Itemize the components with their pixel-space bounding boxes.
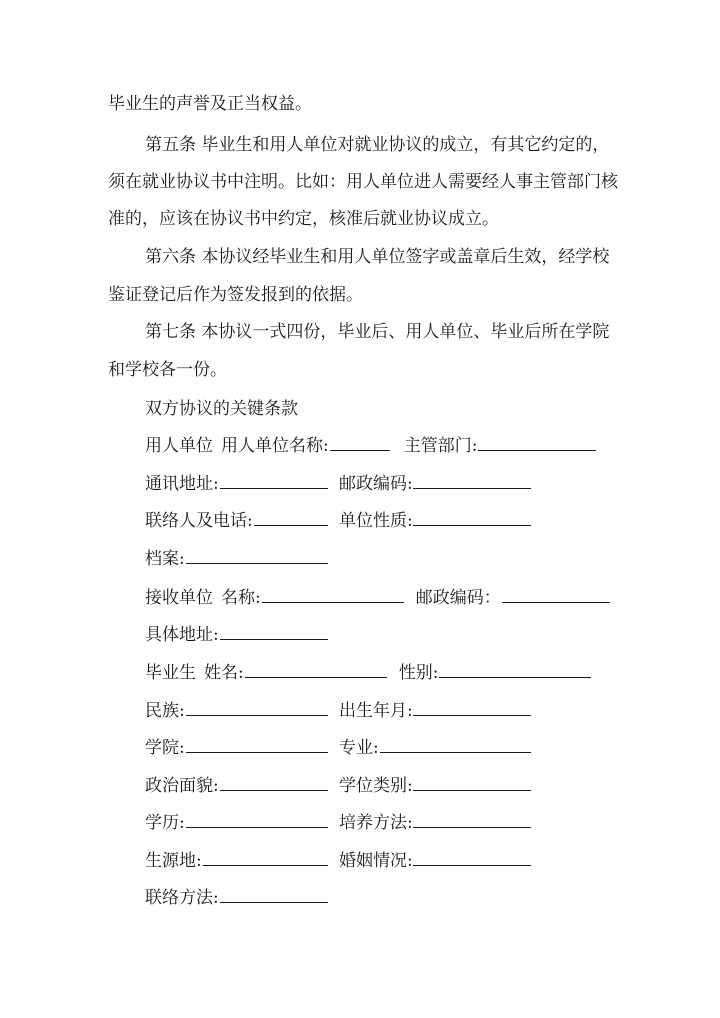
training-method-field[interactable] <box>413 811 531 828</box>
receiver-heading: 接收单位 <box>145 588 213 608</box>
address-label: 通讯地址: <box>145 474 219 494</box>
education-field[interactable] <box>186 811 328 828</box>
receiver-name-label: 名称: <box>221 588 261 608</box>
employer-name-field[interactable] <box>330 434 390 451</box>
department-field[interactable] <box>478 434 596 451</box>
unit-type-field[interactable] <box>413 509 531 526</box>
employer-row-3 <box>145 509 650 533</box>
graduate-row-4 <box>145 774 650 798</box>
employer-name-label: 用人单位名称: <box>221 436 329 456</box>
training-method-label: 培养方法: <box>339 813 413 833</box>
archive-label: 档案: <box>145 549 185 569</box>
receiver-postcode-field[interactable] <box>502 586 610 603</box>
address-field[interactable] <box>220 472 328 489</box>
graduate-row-3 <box>145 736 650 760</box>
ethnicity-label: 民族: <box>145 701 185 721</box>
origin-label: 生源地: <box>145 851 202 871</box>
contact-phone-field[interactable] <box>254 509 328 526</box>
college-label: 学院: <box>145 738 185 758</box>
graduate-row-1 <box>145 661 650 685</box>
political-status-field[interactable] <box>220 774 328 791</box>
specific-address-field[interactable] <box>220 623 328 640</box>
gender-label: 性别: <box>398 663 439 683</box>
department-label: 主管部门: <box>403 436 478 456</box>
receiver-row-1 <box>145 586 650 610</box>
origin-field[interactable] <box>203 849 328 866</box>
graduate-row-6 <box>145 849 650 873</box>
employer-row-1 <box>145 434 650 458</box>
contact-method-label: 联络方法: <box>145 888 219 908</box>
ethnicity-field[interactable] <box>186 699 328 716</box>
college-field[interactable] <box>186 736 328 753</box>
paragraph-line: 和学校各一份。 <box>108 360 227 380</box>
paragraph-line: 须在就业协议书中注明。比如：用人单位进人需要经人事主管部门核 <box>108 172 618 192</box>
archive-field[interactable] <box>186 547 328 564</box>
graduate-row-7 <box>145 886 650 910</box>
birth-date-label: 出生年月: <box>339 701 413 721</box>
unit-type-label: 单位性质: <box>339 511 413 531</box>
contact-phone-label: 联络人及电话: <box>145 511 253 531</box>
major-label: 专业: <box>339 738 379 758</box>
marital-status-label: 婚姻情况: <box>339 851 413 871</box>
marital-status-field[interactable] <box>413 849 531 866</box>
graduate-name-label: 姓名: <box>204 663 244 683</box>
receiver-row-2 <box>145 623 650 647</box>
paragraph-line: 鉴证登记后作为签发报到的依据。 <box>108 285 363 305</box>
receiver-postcode-label: 邮政编码： <box>415 588 501 608</box>
article-7-line: 第七条 本协议一式四份，毕业后、用人单位、毕业后所在学院 <box>145 322 610 342</box>
birth-date-field[interactable] <box>413 699 531 716</box>
postcode-label: 邮政编码: <box>339 474 413 494</box>
employer-row-2 <box>145 472 650 496</box>
major-field[interactable] <box>380 736 531 753</box>
political-status-label: 政治面貌: <box>145 776 219 796</box>
section-title: 双方协议的关键条款 <box>145 399 298 419</box>
receiver-name-field[interactable] <box>262 586 404 603</box>
degree-type-field[interactable] <box>413 774 531 791</box>
degree-type-label: 学位类别: <box>339 776 413 796</box>
postcode-field[interactable] <box>413 472 531 489</box>
gender-field[interactable] <box>439 661 591 678</box>
employer-heading: 用人单位 <box>145 436 213 456</box>
employer-row-4 <box>145 547 650 571</box>
paragraph-line: 毕业生的声誉及正当权益。 <box>108 94 312 114</box>
article-5-line: 第五条 毕业生和用人单位对就业协议的成立，有其它约定的， <box>145 135 610 155</box>
contact-method-field[interactable] <box>220 886 328 903</box>
paragraph-line: 准的，应该在协议书中约定，核准后就业协议成立。 <box>108 209 499 229</box>
graduate-heading: 毕业生 <box>145 663 196 683</box>
article-6-line: 第六条 本协议经毕业生和用人单位签字或盖章后生效，经学校 <box>145 247 610 267</box>
specific-address-label: 具体地址: <box>145 625 219 645</box>
graduate-row-5 <box>145 811 650 835</box>
education-label: 学历: <box>145 813 185 833</box>
graduate-name-field[interactable] <box>245 661 387 678</box>
graduate-row-2 <box>145 699 650 723</box>
